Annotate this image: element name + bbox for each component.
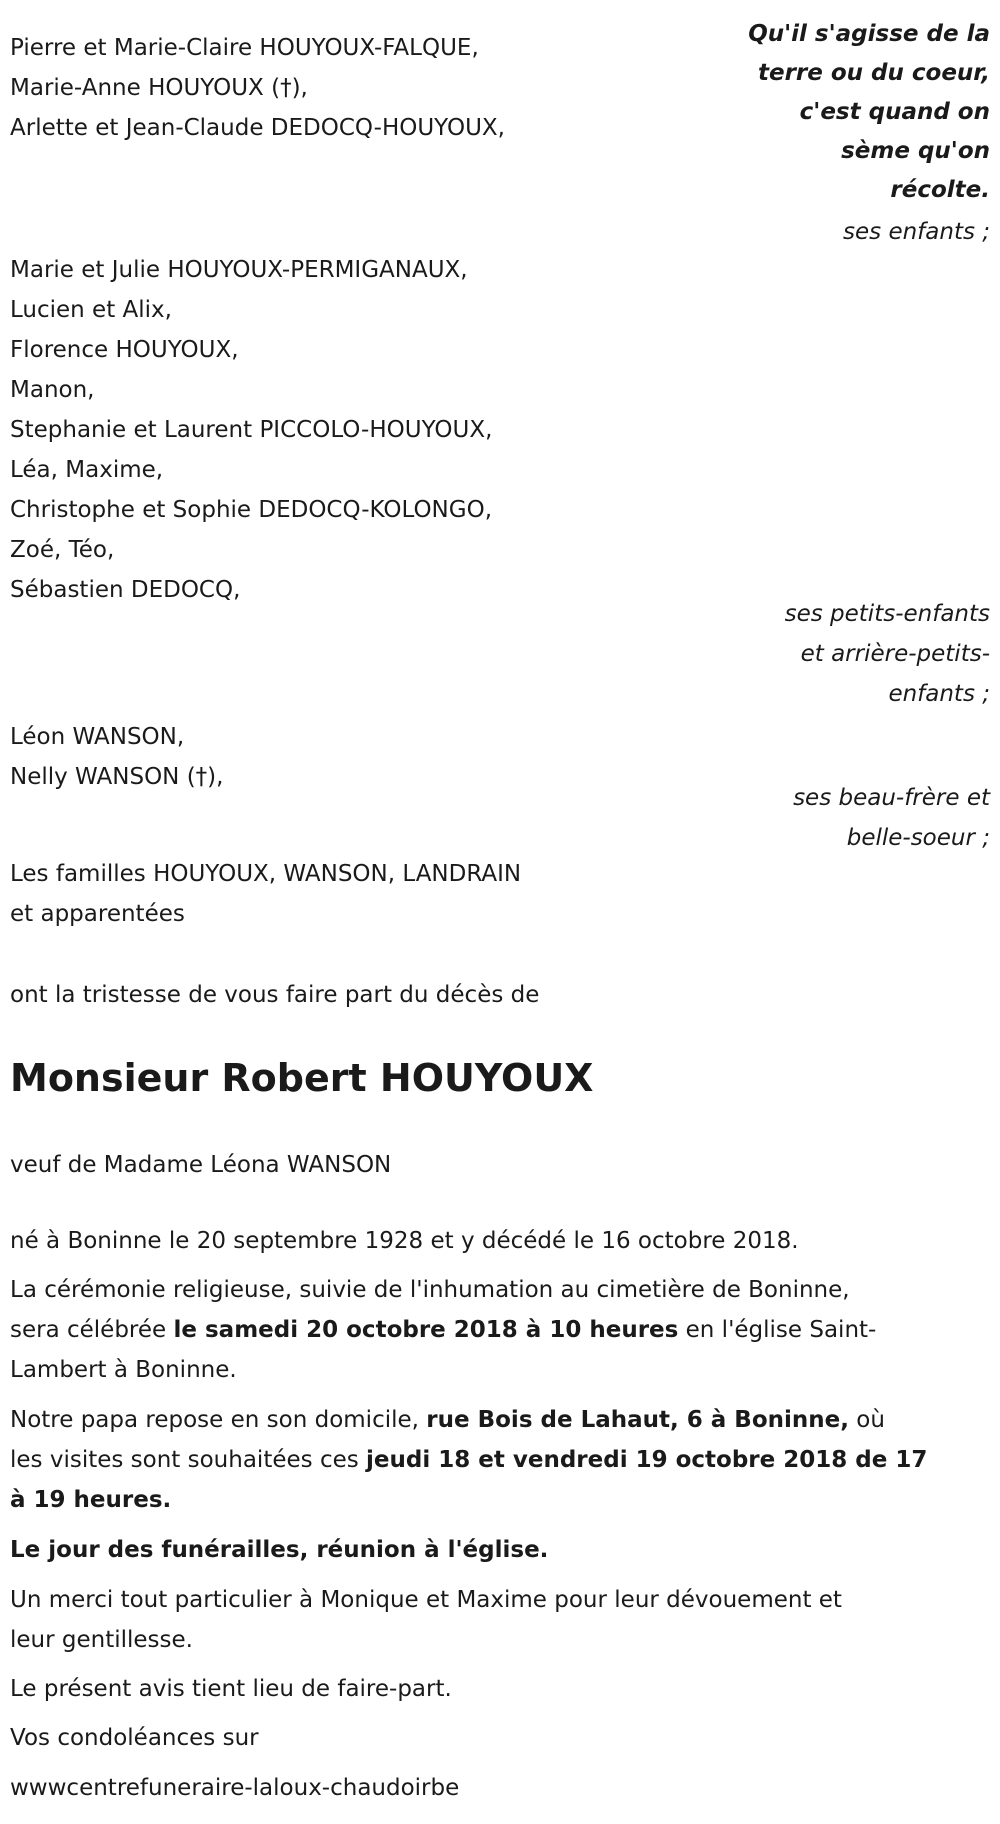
grandchild-line: Zoé, Téo, (10, 537, 115, 563)
children-list (10, 28, 650, 148)
grandchildren-role (690, 594, 990, 714)
announce-line: ont la tristesse de vous faire part du décès de (10, 982, 540, 1008)
inlaw-line: Léon WANSON, (10, 724, 185, 750)
quote-line: récolte. (890, 177, 990, 203)
website-text: wwwcentrefuneraire-laloux-chaudoirbe (10, 1775, 460, 1801)
inlaws-role (690, 778, 990, 858)
notice-line (10, 1669, 995, 1709)
thanks-line: Un merci tout particulier à Monique et Maxime pour leur dévouement et (10, 1587, 842, 1613)
grandchild-line: Lucien et Alix, (10, 297, 172, 323)
grandchild-line: Manon, (10, 377, 95, 403)
quote-line: sème qu'on (841, 138, 990, 164)
quote-line: Qu'il s'agisse de la (748, 21, 990, 47)
grandchild-line: Florence HOUYOUX, (10, 337, 239, 363)
widower-line: veuf de Madame Léona WANSON (10, 1152, 392, 1178)
role-line: et arrière-petits- (800, 641, 990, 667)
deceased-name: Monsieur Robert HOUYOUX (10, 1056, 594, 1100)
visits-paragraph (10, 1400, 995, 1520)
ceremony-paragraph (10, 1270, 995, 1390)
visits-line (10, 1400, 995, 1440)
funeral-day-line: Le jour des funérailles, réunion à l'église. (10, 1537, 549, 1563)
inlaw-line: Nelly WANSON (†), (10, 764, 224, 790)
visits-address: rue Bois de Lahaut, 6 à Boninne, (426, 1407, 849, 1433)
role-line: belle-soeur ; (846, 825, 990, 851)
role-line: ses petits-enfants (784, 601, 990, 627)
grandchild-line: Christophe et Sophie DEDOCQ-KOLONGO, (10, 497, 493, 523)
birth-death: né à Boninne le 20 septembre 1928 et y décédé le 16 octobre 2018. (10, 1228, 799, 1254)
thanks-paragraph (10, 1580, 995, 1660)
grandchild-line: Marie et Julie HOUYOUX-PERMIGANAUX, (10, 257, 468, 283)
condolences-line (10, 1718, 995, 1758)
website-line (10, 1768, 995, 1808)
thanks-line: leur gentillesse. (10, 1627, 193, 1653)
families-block (10, 854, 650, 934)
family-line: et apparentées (10, 901, 185, 927)
child-line: Arlette et Jean-Claude DEDOCQ-HOUYOUX, (10, 115, 505, 141)
visits-text: Notre papa repose en son domicile, (10, 1407, 427, 1433)
visits-text: où (849, 1407, 885, 1433)
child-line: Pierre et Marie-Claire HOUYOUX-FALQUE, (10, 35, 479, 61)
ceremony-line (10, 1310, 995, 1350)
visits-line (10, 1480, 995, 1520)
epigraph-quote (690, 15, 990, 210)
child-line: Marie-Anne HOUYOUX (†), (10, 75, 308, 101)
ceremony-date: le samedi 20 octobre 2018 à 10 heures (173, 1317, 679, 1343)
notice-body (10, 1221, 995, 1261)
funeral-day (10, 1530, 995, 1570)
widower-of (10, 1145, 650, 1185)
inlaws-list (10, 717, 650, 797)
ceremony-text: en l'église Saint- (678, 1317, 877, 1343)
family-line: Les familles HOUYOUX, WANSON, LANDRAIN (10, 861, 522, 887)
visits-dates: jeudi 18 et vendredi 19 octobre 2018 de 17 (366, 1447, 928, 1473)
quote-line: c'est quand on (799, 99, 990, 125)
ceremony-text: sera célébrée (10, 1317, 174, 1343)
ceremony-line: La cérémonie religieuse, suivie de l'inhumation au cimetière de Boninne, (10, 1277, 850, 1303)
grandchildren-list (10, 250, 650, 610)
role-line: ses enfants ; (843, 219, 990, 245)
visits-text: les visites sont souhaitées ces (10, 1447, 367, 1473)
announcement (10, 975, 650, 1015)
grandchild-line: Léa, Maxime, (10, 457, 164, 483)
quote-line: terre ou du coeur, (757, 60, 990, 86)
condolences-text: Vos condoléances sur (10, 1725, 259, 1751)
grandchild-line: Stephanie et Laurent PICCOLO-HOUYOUX, (10, 417, 493, 443)
notice-text: Le présent avis tient lieu de faire-part. (10, 1676, 452, 1702)
role-line: enfants ; (888, 681, 990, 707)
children-role (690, 212, 990, 252)
grandchild-line: Sébastien DEDOCQ, (10, 577, 241, 603)
role-line: ses beau-frère et (793, 785, 990, 811)
visits-dates: à 19 heures. (10, 1487, 172, 1513)
ceremony-line: Lambert à Boninne. (10, 1357, 237, 1383)
visits-line (10, 1440, 995, 1480)
